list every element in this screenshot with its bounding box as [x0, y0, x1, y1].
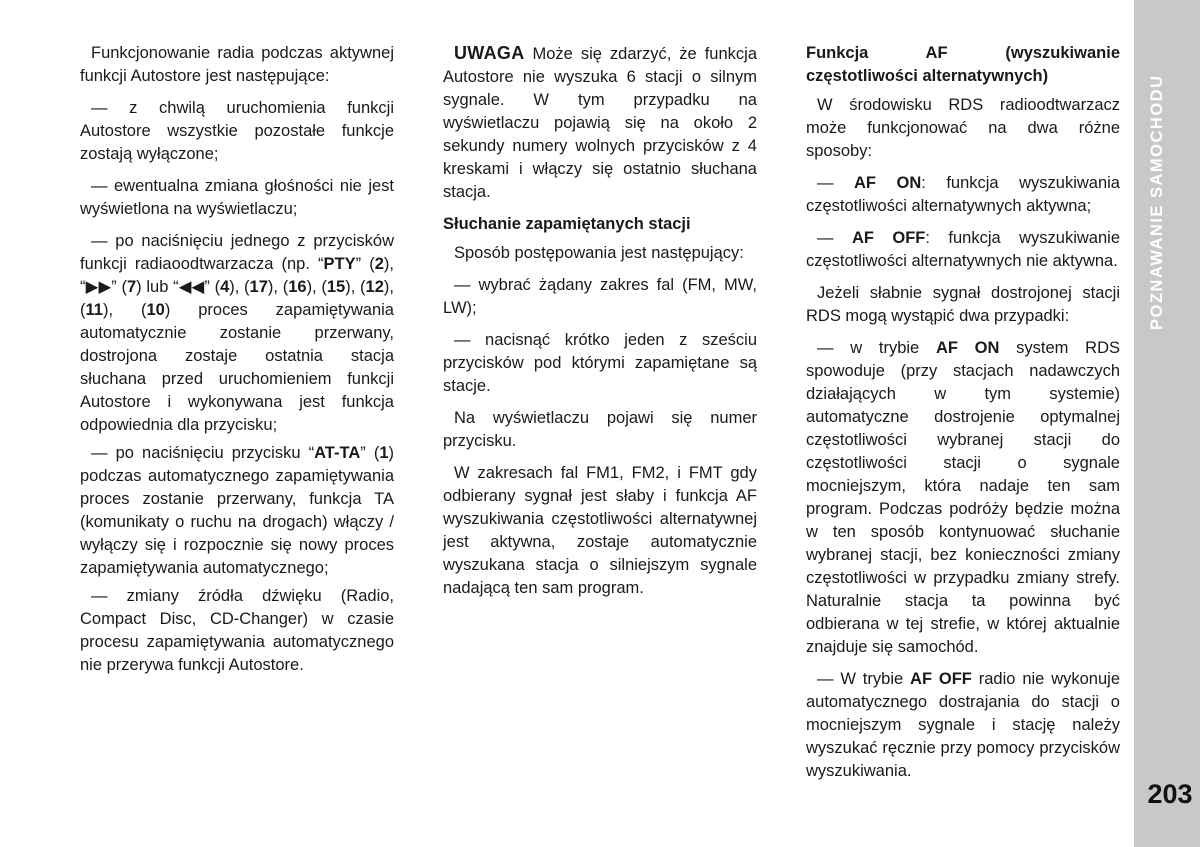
list-item: — po naciśnięciu jednego z przycisków funkcji radiaoodtwarzacza (np. “PTY” (2), “▶▶” (7) lub “◀◀” (4), (17), (16), (15), (12), (11), (10) proces zapamiętywania automatycznie zostanie przerwany, dostrojona zostaje ostatnia stacja słuchana przed uruchomieniem funkcji Autostore i wykonywana jest funkcja odpowiednia dla przycisku;: [80, 232, 394, 434]
warning-note: UWAGA Może się zdarzyć, że funkcja Autostore nie wyszuka 6 stacji o silnym sygnale. W tym przypadku na wyświetlaczu pojawią się na około 2 sekundy numery wolnych przycisków z 4 kreskami i włączy się ostatnio słuchana stacja.: [443, 43, 757, 201]
column-2: [443, 42, 757, 609]
list-item: — zmiany źródła dźwięku (Radio, Compact Disc, CD-Changer) w czasie procesu zapamiętywania automatycznego nie przerywa funkcji Autostore.: [80, 587, 394, 674]
section-heading: Słuchanie zapamiętanych stacji: [443, 215, 691, 233]
list-item: — nacisnąć krótko jeden z sześciu przycisków pod którymi zapamiętane są stacje.: [443, 331, 757, 395]
list-item: — po naciśnięciu przycisku “AT-TA” (1) podczas automatycznego zapamiętywania proces zostanie przerwany, funkcja TA (komunikaty o ruchu na drogach) włączy / wyłączy się i rozpocznie się nowy proces zapamiętywania automatycznego;: [80, 444, 395, 577]
paragraph: Na wyświetlaczu pojawi się numer przycisku.: [443, 409, 757, 450]
column-1: [80, 42, 394, 686]
paragraph: W środowisku RDS radioodtwarzacz może funkcjonować na dwa różne sposoby:: [806, 96, 1120, 160]
list-item: — z chwilą uruchomienia funkcji Autostore wszystkie pozostałe funkcje zostają wyłączone;: [80, 99, 394, 163]
list-item: — W trybie AF OFF radio nie wykonuje automatycznego dostrajania do stacji o mocniejszym sygnale i stację należy wyszukać ręcznie przy pomocy przycisków wyszukiwania.: [806, 670, 1120, 780]
paragraph: Sposób postępowania jest następujący:: [454, 244, 744, 262]
paragraph: W zakresach fal FM1, FM2, i FMT gdy odbierany sygnał jest słaby i funkcja AF wyszukiwania częstotliwości alternatywnej jest aktywna, zostaje automatycznie wyszukana stacja o silniejszym sygnale nadającą ten sam program.: [443, 464, 757, 597]
list-item: — w trybie AF ON system RDS spowoduje (przy stacjach nadawczych działających w tym systemie) automatyczne dostrojenie optymalnej częstotliwości wybranej stacji do częstotliwości stacji o sygnale mocniejszym, która nadaje ten sam program. Podczas podróży będzie można w ten sposób kontynuować słuchanie wybranej stacji, bez konieczności zmiany częstotliwości w przypadku zmiany strefy. Naturalnie stacja ta powinna być odbierana w tej strefie, w której aktualnie znajduje się samochód.: [806, 339, 1120, 656]
sidebar-band: [1134, 0, 1200, 847]
button-ref: AT-TA: [314, 444, 361, 462]
list-item: — wybrać żądany zakres fal (FM, MW, LW);: [443, 276, 757, 317]
page-number: 203: [1147, 779, 1193, 809]
list-item: — ewentualna zmiana głośności nie jest wyświetlona na wyświetlaczu;: [80, 177, 394, 218]
column-3: [806, 42, 1120, 792]
list-item: — AF OFF: funkcja wyszukiwanie częstotliwości alternatywnych nie aktywna.: [806, 229, 1121, 270]
list-item: — AF ON: funkcja wyszukiwania częstotliwości alternatywnych aktywna;: [806, 174, 1120, 215]
section-title: [1148, 290, 1188, 330]
paragraph: Jeżeli słabnie sygnał dostrojonej stacji RDS mogą wystąpić dwa przypadki:: [806, 284, 1120, 325]
warning-label: UWAGA: [454, 43, 525, 63]
button-ref: PTY: [323, 255, 356, 273]
paragraph: Funkcjonowanie radia podczas aktywnej funkcji Autostore jest następujące:: [80, 44, 394, 85]
section-heading: Funkcja AF (wyszukiwanie częstotliwości alternatywnych): [806, 44, 1120, 85]
